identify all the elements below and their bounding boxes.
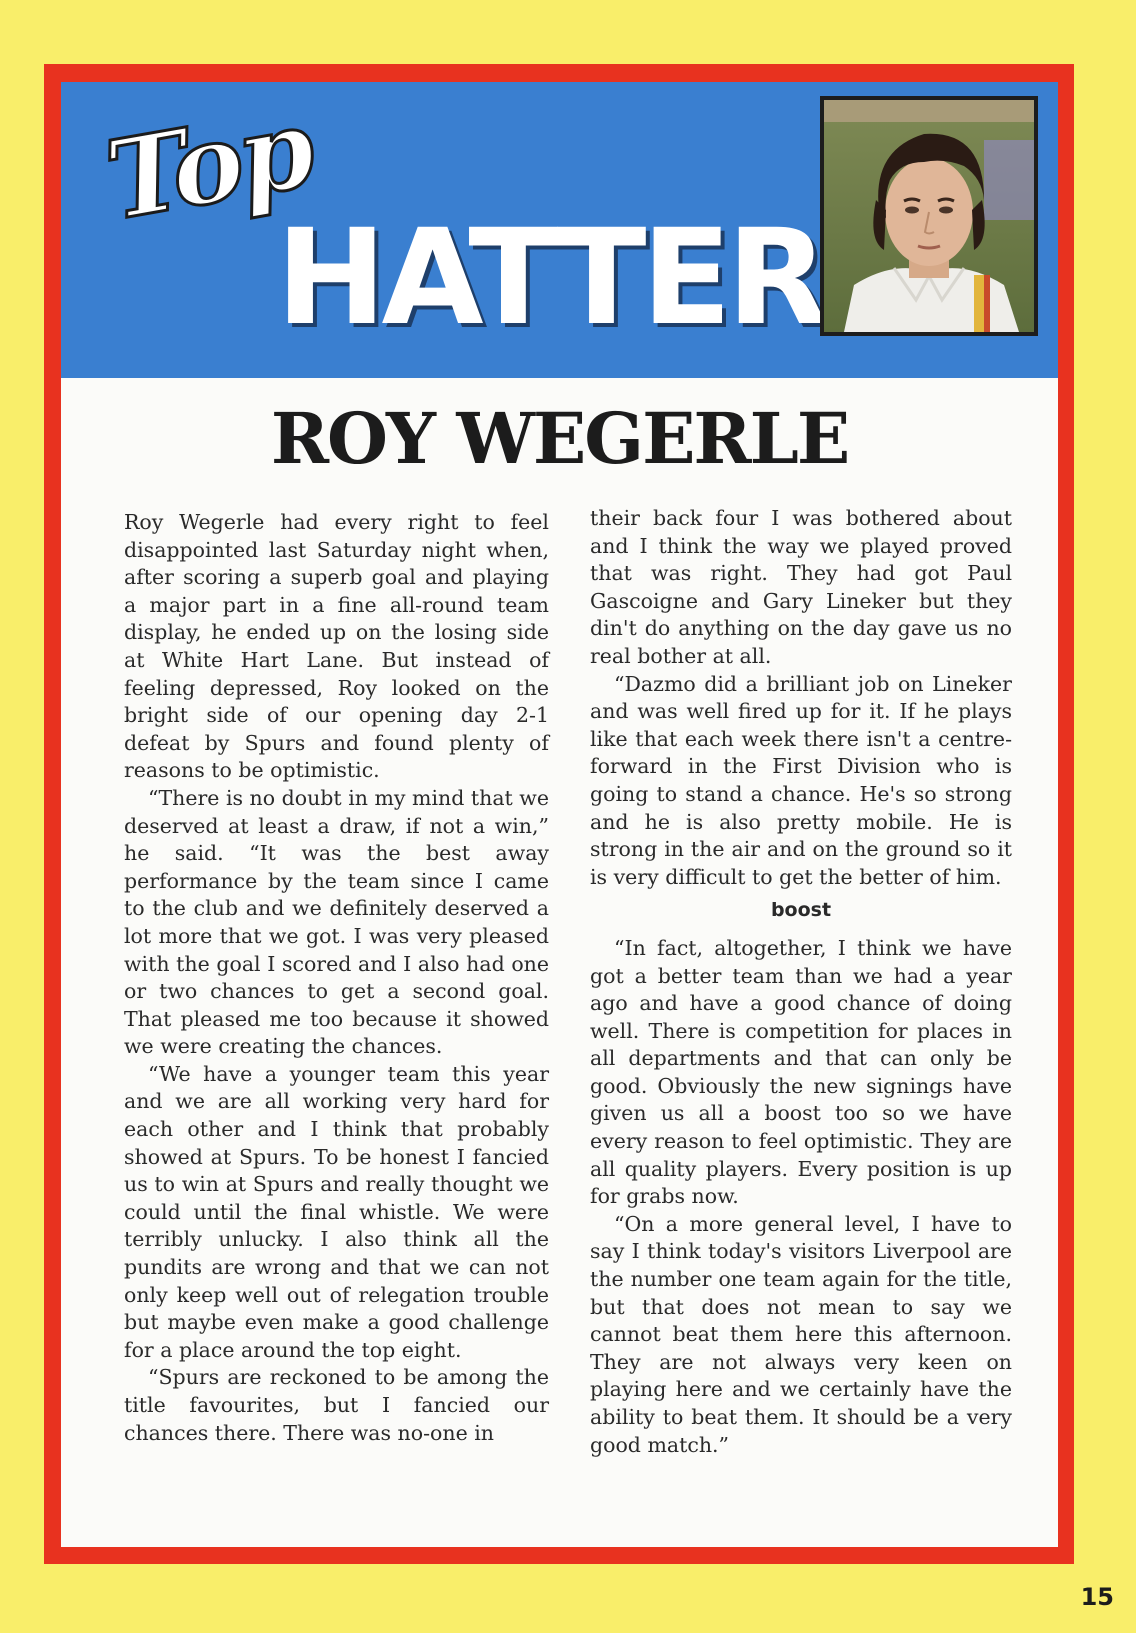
masthead-top-script: Top [97, 85, 321, 245]
article-headline: ROY WEGERLE [270, 397, 849, 480]
player-portrait-image [824, 100, 1034, 332]
article-paragraph: their back four I was bothered about and I think the way we played proved that was right. They had got Paul Gascoigne and Gary Lineker but they din't do anything on the day gave us no real bother at all. [590, 506, 1012, 668]
article-paragraph: “Spurs are reckoned to be among the title favourites, but I fancied our chances there. There was no-one in [124, 1365, 549, 1445]
article-paragraph: “We have a younger team this year and we are all working very hard for each other and I think that probably showed at Spurs. To be honest I fancied us to win at Spurs and really thought we could until the final whistle. We were terribly unlucky. I also think all the pundits are wrong and that we can not only keep well out of relegation trouble but maybe even make a good challenge for a place around the top eight. [124, 1061, 549, 1362]
article-column-left [124, 509, 549, 1447]
article-column-right [590, 505, 1012, 1459]
article-paragraph: “There is no doubt in my mind that we deserved at least a draw, if not a win,” he said. “It was the best away performance by the team since I came to the club and we definitely deserved a lot more that we got. I was very pleased with the goal I scored and I also had one or two chances to get a second goal. That pleased me too because it showed we were creating the chances. [124, 785, 549, 1059]
player-photo [820, 96, 1038, 336]
article-paragraph: “In fact, altogether, I think we have got a better team than we had a year ago and have a good chance of doing well. There is competition for places in all departments and that can only be good. Obviously the new signings have given us all a boost too so we have every reason to feel optimistic. They are all quality players. Every position is up for grabs now. [590, 935, 1012, 1209]
article-paragraph: “Dazmo did a brilliant job on Lineker and was well fired up for it. If he plays like that each week there isn't a centre-forward in the First Division who is going to stand a chance. He's so strong and he is also pretty mobile. He is strong in the air and on the ground so it is very difficult to get the better of him. [590, 671, 1012, 889]
article-paragraph: Roy Wegerle had every right to feel disappointed last Saturday night when, after scoring a superb goal and playing a major part in a fine all-round team display, he ended up on the losing side at White Hart Lane. But instead of feeling depressed, Roy looked on the bright side of our opening day 2-1 defeat by Spurs and found plenty of reasons to be optimistic. [124, 510, 549, 783]
article-subheading: boost [770, 899, 832, 922]
article-paragraph: “On a more general level, I have to say I think today's visitors Liverpool are the number one team again for the title, but that does not mean to say we cannot beat them here this afternoon. They are not always very keen on playing here and we certainly have the ability to beat them. It should be a very good match.” [590, 1211, 1012, 1457]
masthead-title: HATTER [276, 201, 824, 355]
page-number: 15 [1080, 1583, 1114, 1611]
